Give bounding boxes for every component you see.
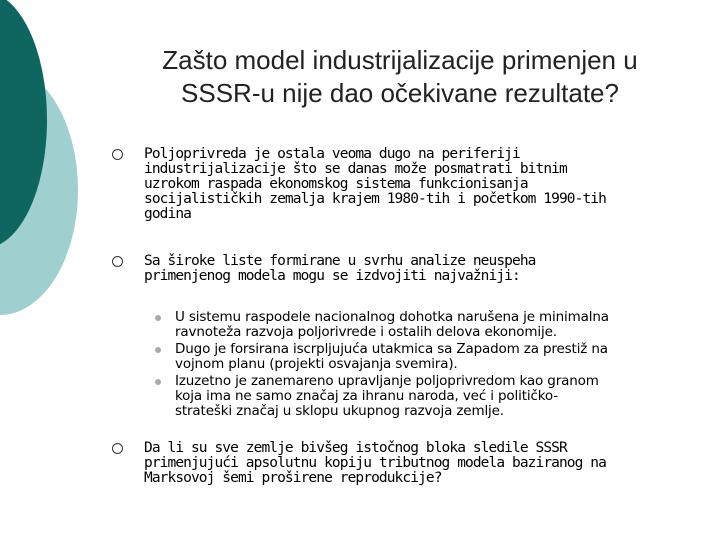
- sub-bullet-line: U sistemu raspodele nacionalnog dohotka narušena je minimalna: [175, 309, 609, 325]
- bullet-line: primenjujući apsolutnu kopiju tributnog modela baziranog na: [144, 455, 606, 471]
- dot-bullet-icon: [155, 315, 161, 321]
- sub-bullet-line: koja ima ne samo značaj za ihranu naroda, već i političko-: [175, 388, 559, 404]
- sub-bullet-item: [155, 342, 695, 372]
- bullet-line: socijalističkih zemalja krajem 1980-tih i početkom 1990-tih: [144, 191, 606, 207]
- circle-bullet-icon: [112, 256, 123, 267]
- sub-bullet-line: Izuzetno je zanemareno upravljanje poljoprivredom kao granom: [175, 373, 599, 389]
- sub-bullet-line: ravnoteža razvoja poljorivrede i ostalih delova ekonomije.: [175, 324, 557, 340]
- bullet-text: [144, 147, 692, 222]
- bullet-line: primenjenog modela mogu se izdvojiti najvažniji:: [144, 268, 520, 284]
- bullet-line: uzrokom raspada ekonomskog sistema funkcionisanja: [144, 176, 528, 192]
- bullet-text: [144, 441, 692, 486]
- title-line-2: SSSR-u nije dao očekivane rezultate?: [181, 78, 619, 108]
- title-line-1: Zašto model industrijalizacije primenjen u: [162, 45, 638, 75]
- bullet-line: godina: [144, 206, 191, 222]
- circle-bullet-icon: [112, 443, 123, 454]
- sub-bullet-item: [155, 310, 695, 340]
- bullet-line: Sa široke liste formirane u svrhu analize neuspeha: [144, 253, 536, 269]
- sub-bullet-text: [175, 310, 695, 340]
- bullet-text: [144, 254, 692, 284]
- sub-bullet-text: [175, 374, 695, 419]
- sub-bullet-line: Dugo je forsirana iscrpljujuća utakmica sa Zapadom za prestiž na: [175, 341, 608, 357]
- bullet-line: industrijalizacije što se danas može posmatrati bitnim: [144, 161, 567, 177]
- bullet-item: [112, 254, 692, 284]
- circle-bullet-icon: [112, 149, 123, 160]
- bullet-line: Marksovoj šemi proširene reprodukcije?: [144, 470, 442, 486]
- sub-bullet-line: vojnom planu (projekti osvajanja svemira).: [175, 356, 458, 372]
- decorative-circles: [0, 0, 120, 540]
- dot-bullet-icon: [155, 347, 161, 353]
- sub-bullet-line: strateški značaj u sklopu ukupnog razvoja zemlje.: [175, 403, 504, 419]
- bullet-item: [112, 441, 692, 486]
- bullet-line: Poljoprivreda je ostala veoma dugo na periferiji: [144, 146, 520, 162]
- slide-title: [130, 44, 670, 110]
- sub-bullet-item: [155, 374, 695, 419]
- dot-bullet-icon: [155, 379, 161, 385]
- sub-bullet-text: [175, 342, 695, 372]
- bullet-item: [112, 147, 692, 222]
- bullet-line: Da li su sve zemlje bivšeg istočnog bloka sledile SSSR: [144, 440, 567, 456]
